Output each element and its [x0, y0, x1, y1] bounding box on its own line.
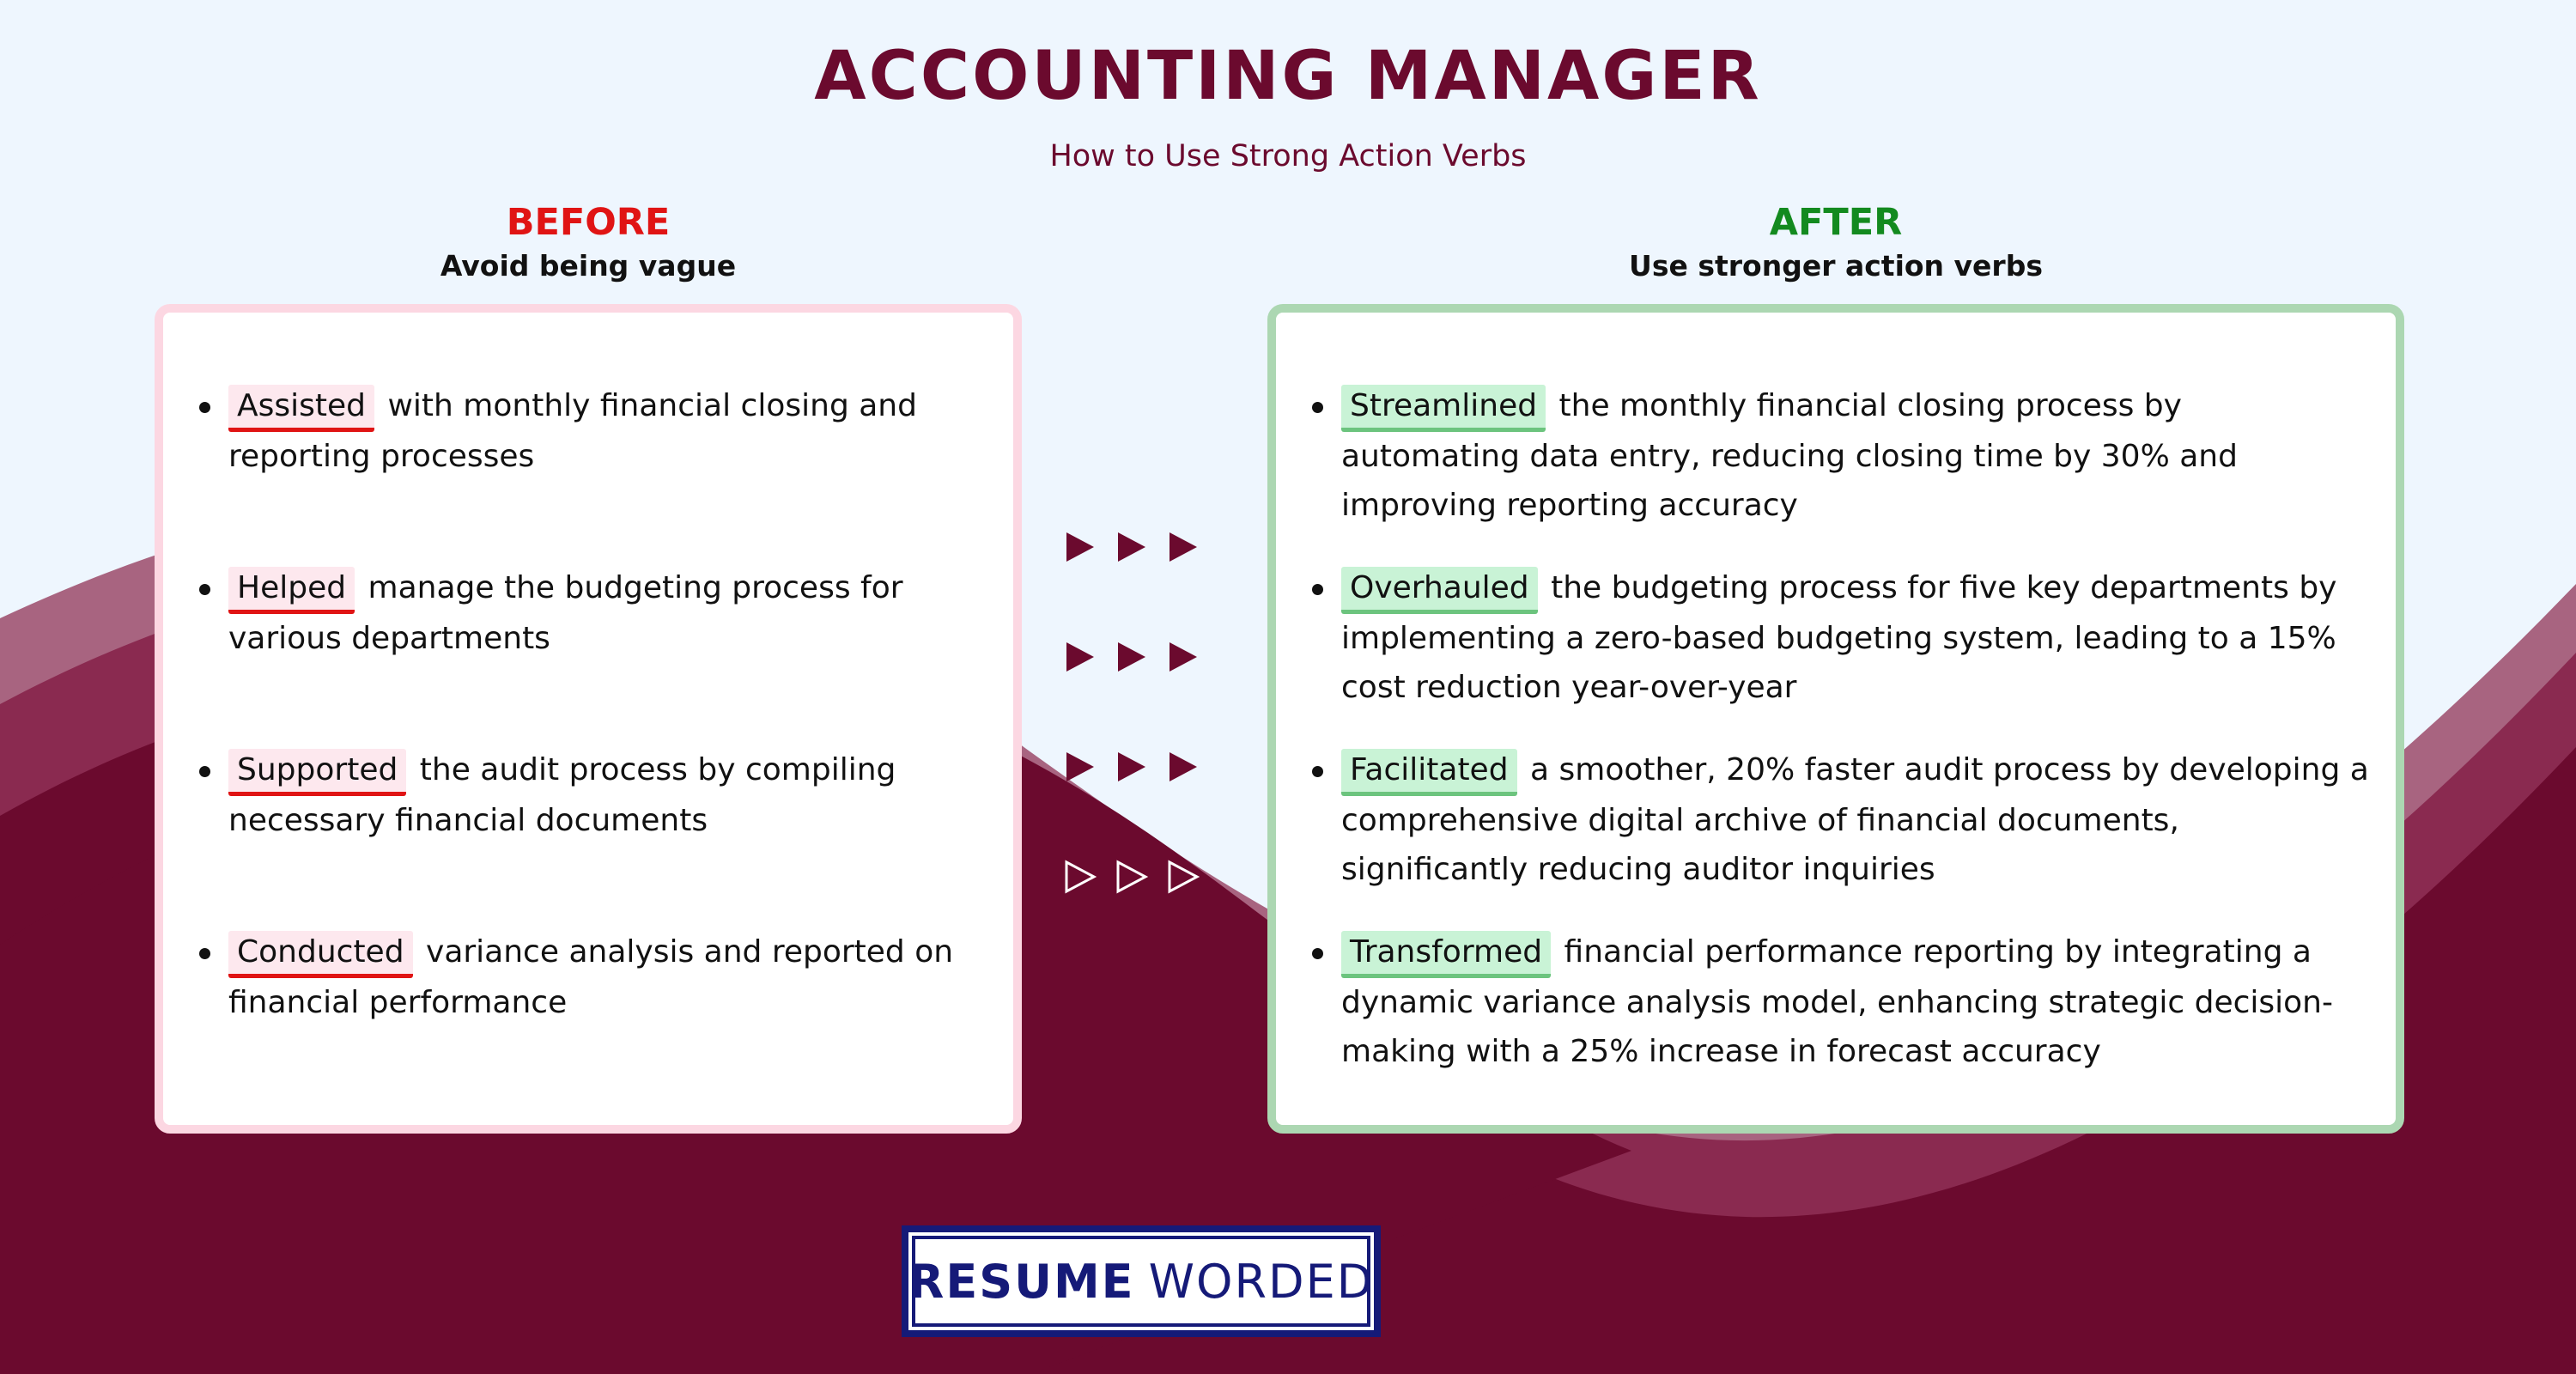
weak-verb: Helped	[228, 567, 355, 614]
after-list-item	[1309, 745, 2370, 927]
weak-verb: Assisted	[228, 385, 374, 432]
play-arrows-icon	[1061, 526, 1209, 568]
bullet-text: the budgeting process for five key departments by implementing a zero-based budgeting system, leading to a 15% cost reduction year-over-year	[1341, 570, 2337, 705]
strong-verb: Facilitated	[1341, 749, 1517, 796]
before-list-item	[196, 563, 987, 745]
logo-regular-text: WORDED	[1148, 1254, 1375, 1309]
before-header	[155, 201, 1022, 283]
after-sublabel: Use stronger action verbs	[1629, 249, 2043, 283]
weak-verb: Conducted	[228, 931, 413, 978]
logo-bold-text: RESUME	[908, 1254, 1135, 1309]
strong-verb: Streamlined	[1341, 385, 1546, 432]
before-list-item	[196, 745, 987, 927]
bullet-text: a smoother, 20% faster audit process by developing a comprehensive digital archive of financial documents, significantly reducing auditor inquiries	[1341, 752, 2369, 887]
after-list	[1309, 381, 2370, 1110]
weak-verb: Supported	[228, 749, 406, 796]
page-title: ACCOUNTING MANAGER	[814, 38, 1762, 115]
after-list-item	[1309, 927, 2370, 1110]
outline-arrows-icon	[1061, 855, 1209, 898]
play-arrows-icon	[1061, 745, 1209, 788]
strong-verb: Overhauled	[1341, 567, 1538, 614]
bullet-text: variance analysis and reported on financial performance	[228, 934, 954, 1020]
strong-verb: Transformed	[1341, 931, 1551, 978]
bullet-text: with monthly financial closing and reporting processes	[228, 388, 917, 474]
after-card	[1267, 304, 2404, 1134]
before-list-item	[196, 927, 987, 1110]
page-subtitle: How to Use Strong Action Verbs	[1049, 139, 1527, 173]
bullet-text: manage the budgeting process for various departments	[228, 570, 903, 656]
before-label: BEFORE	[506, 201, 671, 244]
before-card	[155, 304, 1022, 1134]
before-sublabel: Avoid being vague	[440, 249, 737, 283]
before-list-item	[196, 381, 987, 563]
resume-worded-logo	[902, 1225, 1381, 1337]
after-list-item	[1309, 563, 2370, 745]
before-list	[196, 381, 987, 1110]
after-list-item	[1309, 381, 2370, 563]
bullet-text: financial performance reporting by integrating a dynamic variance analysis model, enhancing strategic decision-making with a 25% increase in forecast accuracy	[1341, 934, 2333, 1069]
bullet-text: the audit process by compiling necessary financial documents	[228, 752, 896, 838]
bullet-text: the monthly financial closing process by automating data entry, reducing closing time by 30% and improving reporting accuracy	[1341, 388, 2238, 523]
after-label: AFTER	[1769, 201, 1903, 244]
after-header	[1267, 201, 2404, 283]
play-arrows-icon	[1061, 635, 1209, 678]
